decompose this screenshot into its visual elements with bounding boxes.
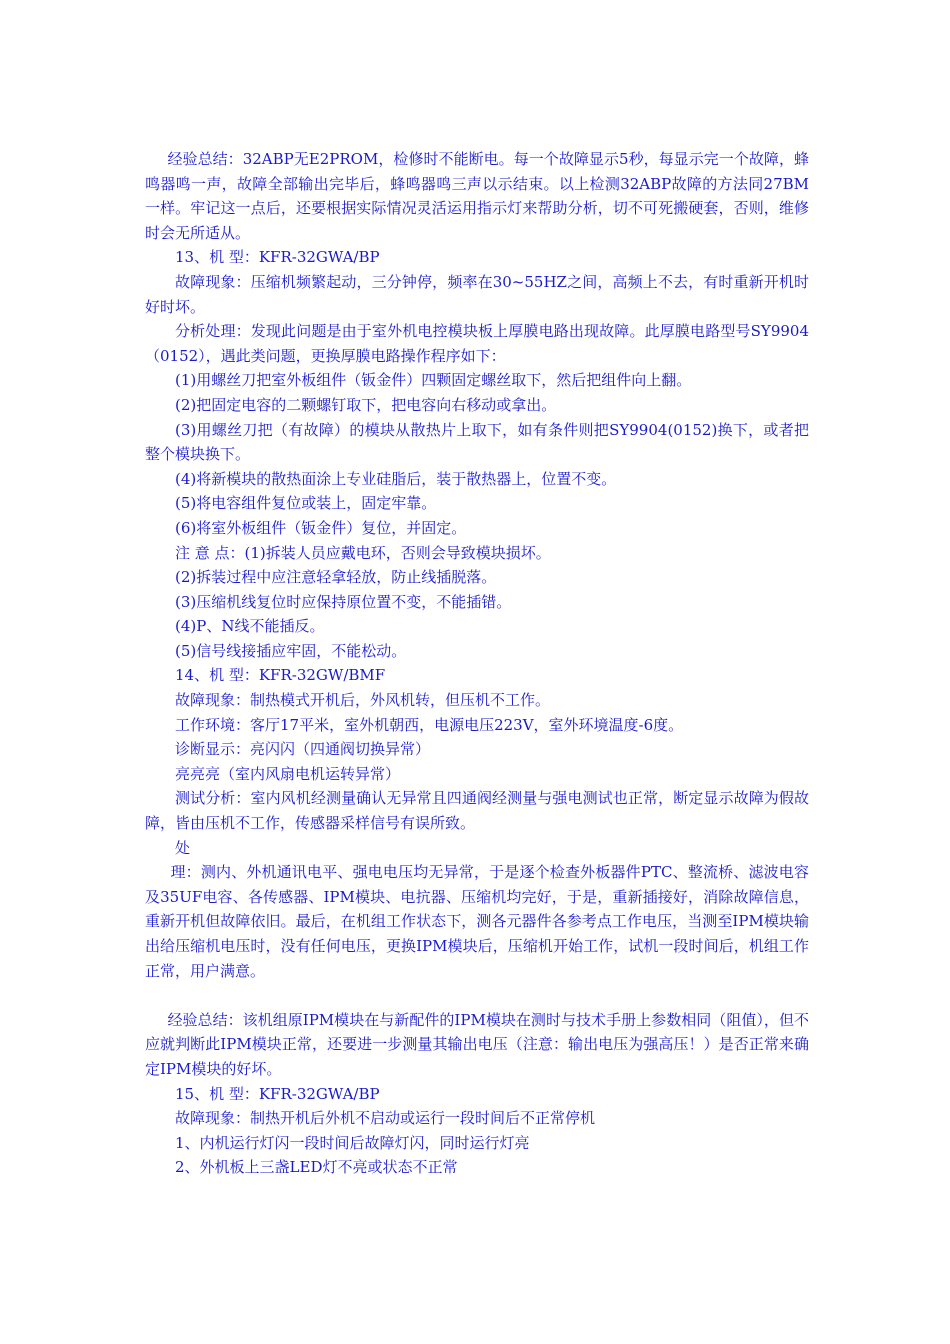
paragraph-fault-item-2: 2、外机板上三盏LED灯不亮或状态不正常 [175, 1158, 458, 1177]
blank-line [145, 983, 809, 1008]
paragraph-fault-phenomenon-13: 故障现象：压缩机频繁起动，三分钟停，频率在30~55HZ之间，高频上不去，有时重新开机时好时坏。 [145, 272, 809, 316]
document-body [145, 147, 809, 1180]
paragraph-handling-14: 理：测内、外机通讯电平、强电电压均无异常，于是逐个检查外板器件PTC、整流桥、滤波电容及35UF电容、各传感器、IPM模块、电抗器、压缩机均完好，于是，重新插接好，消除故障信息，重新开机但故障依旧。最后，在机组工作状态下，测各元器件各参考点工作电压，当测至IPM模块输出给压缩机电压时，没有任何电压，更换IPM模块后，压缩机开始工作，试机一段时间后，机组工作正常，用户满意。 [145, 863, 809, 980]
paragraph-step-5: (5)将电容组件复位或装上，固定牢靠。 [175, 494, 437, 513]
paragraph-notes-3: (3)压缩机线复位时应保持原位置不变，不能插错。 [175, 592, 512, 611]
paragraph-notes-1: 注 意 点：(1)拆装人员应戴电环，否则会导致模块损坏。 [175, 543, 551, 562]
paragraph-step-1: (1)用螺丝刀把室外板组件（钣金件）四颗固定螺丝取下，然后把组件向上翻。 [175, 371, 692, 390]
paragraph-notes-5: (5)信号线接插应牢固，不能松动。 [175, 641, 407, 660]
paragraph-experience-summary-32abp: 经验总结：32ABP无E2PROM，检修时不能断电。每一个故障显示5秒，每显示完一个故障，蜂鸣器鸣一声，故障全部输出完毕后，蜂鸣器鸣三声以示结束。以上检测32ABP故障的方法同27BM一样。牢记这一点后，还要根据实际情况灵活运用指示灯来帮助分析，切不可死搬硬套，否则，维修时会无所适从。 [145, 150, 809, 242]
paragraph-notes-4: (4)P、N线不能插反。 [175, 617, 325, 636]
paragraph-diagnosis-14-cont: 亮亮亮（室内风扇电机运转异常） [175, 764, 401, 783]
paragraph-diagnosis-14: 诊断显示：亮闪闪（四通阀切换异常） [175, 740, 431, 759]
paragraph-step-4: (4)将新模块的散热面涂上专业硅脂后，装于散热器上，位置不变。 [175, 469, 617, 488]
paragraph-handling-label: 处 [175, 838, 191, 857]
paragraph-model-14: 14、机 型：KFR-32GW/BMF [175, 666, 386, 685]
paragraph-step-3: (3)用螺丝刀把（有故障）的模块从散热片上取下，如有条件则把SY9904(0152)换下，或者把整个模块换下。 [145, 420, 809, 464]
paragraph-step-2: (2)把固定电容的二颗螺钉取下，把电容向右移动或拿出。 [175, 395, 557, 414]
paragraph-step-6: (6)将室外板组件（钣金件）复位，并固定。 [175, 518, 467, 537]
paragraph-analysis-13: 分析处理：发现此问题是由于室外机电控模块板上厚膜电路出现故障。此厚膜电路型号SY9904（0152），遇此类问题，更换厚膜电路操作程序如下： [145, 322, 809, 365]
paragraph-model-13: 13、机 型：KFR-32GWA/BP [175, 248, 380, 267]
paragraph-experience-summary-14: 经验总结：该机组原IPM模块在与新配件的IPM模块在测时与技术手册上参数相同（阻值），但不应就判断此IPM模块正常，还要进一步测量其输出电压（注意：输出电压为强高压！）是否正常来确定IPM模块的好坏。 [145, 1010, 809, 1078]
paragraph-fault-phenomenon-14: 故障现象：制热模式开机后，外风机转，但压机不工作。 [175, 691, 551, 710]
paragraph-test-analysis-14: 测试分析：室内风机经测量确认无异常且四通阀经测量与强电测试也正常，断定显示故障为假故障，皆由压机不工作，传感器采样信号有误所致。 [145, 789, 809, 833]
paragraph-model-15: 15、机 型：KFR-32GWA/BP [175, 1084, 380, 1103]
paragraph-fault-phenomenon-15: 故障现象：制热开机后外机不启动或运行一段时间后不正常停机 [175, 1109, 596, 1128]
paragraph-notes-2: (2)拆装过程中应注意轻拿轻放，防止线插脱落。 [175, 568, 497, 587]
paragraph-fault-item-1: 1、内机运行灯闪一段时间后故障灯闪，同时运行灯亮 [175, 1133, 530, 1152]
paragraph-work-environment-14: 工作环境：客厅17平米，室外机朝西，电源电压223V，室外环境温度-6度。 [175, 715, 684, 734]
